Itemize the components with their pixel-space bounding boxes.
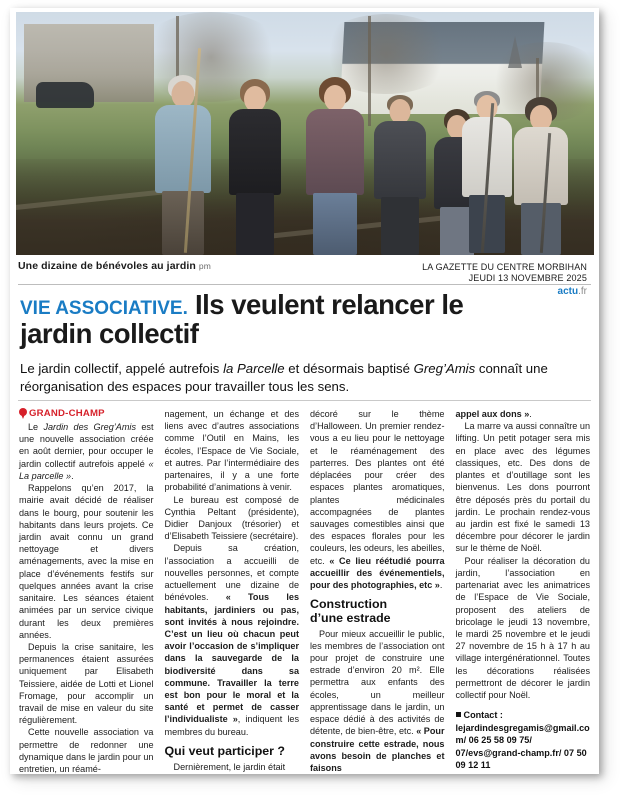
photo-scene	[16, 12, 594, 255]
para-quote: appel aux dons »	[455, 409, 530, 419]
para-text: .	[71, 470, 74, 481]
para-text: .	[529, 409, 532, 419]
article-column-3	[310, 408, 445, 773]
para-italic: « La parcelle »	[19, 458, 154, 481]
location-label: GRAND-CHAMP	[29, 408, 105, 419]
article-column-2	[164, 408, 300, 772]
publication-date: JEUDI 13 NOVEMBRE 2025	[468, 273, 587, 284]
photo-person-head	[324, 85, 346, 111]
para-italic: Jardin des Greg’Amis	[43, 422, 136, 432]
para-text: Depuis sa création, l’association a accueilli de nouvelles personnes, et compte actuellement une dizaine de bénévoles.	[164, 543, 299, 603]
actu-brand: actu	[557, 285, 579, 297]
header-divider	[18, 284, 591, 285]
article-column-1	[19, 408, 154, 775]
para-text: est une nouvelle association créée en août dernier, pour occuper le jardin collectif autrefois appelé	[19, 422, 154, 469]
headline-kicker: VIE ASSOCIATIVE.	[20, 298, 188, 319]
standfirst-part2: et désormais baptisé	[284, 361, 414, 376]
para-text: Pour mieux accueillir le public, les membres de l’association ont pour projet de construire une estrade d’environ 20 m². Elle permettra aux enfants des écoles, un meilleur apprentissage dans le jardin, un espace dédié à des activités de détente, de bien-être, etc.	[310, 628, 445, 737]
paragraph: Dernièrement, le jardin était	[173, 761, 286, 772]
photo-person-head	[172, 81, 195, 108]
location-dateline	[19, 408, 154, 419]
para-text: Le	[28, 422, 44, 432]
article-column-4	[455, 408, 591, 771]
para-quote: « Tous les habitants, jardiniers ou pas, sont invités à nous rejoindre. C’est un lieu où chacun peut avoir l’occasion de s’impliquer dans la sauvegarde de la biodiversité dans sa commune. Travailler la terre est bon pour le moral et la santé et permet de casser l’individualiste »	[164, 592, 299, 725]
paragraph: Rappelons qu’en 2017, la mairie avait décidé de réaliser dans le bourg, pour soutenir les habitants dans leurs projets. Ce jardin avait connu un grand nettoyage et divers aménagements, avec la mise en place d’événements festifs sur quelques années avant la crise sanitaire. Les séances étaient animées par un service civique durant les deux premières années.	[19, 483, 154, 640]
paragraph: Depuis la crise sanitaire, les permanences étaient assurées uniquement par Elisabeth Teissiere, aidée de Lotti et Lionel Fromage, pour accomplir un travail de mise en valeur du site régulièrement.	[19, 641, 154, 726]
paragraph	[165, 542, 300, 738]
standfirst-part1: Le jardin collectif, appelé autrefois	[20, 361, 224, 376]
subheading-line1: Construction	[310, 597, 388, 612]
section-subheading: Qui veut participer ?	[164, 743, 285, 758]
actu-tld: .fr	[578, 285, 587, 297]
paragraph: Pour réaliser la décoration du jardin, l’association en partenariat avec les animatrices de l’Espace de Vie Sociale, proposent des ateliers de bricolage le jeudi 13 novembre, le mardi 25 novembre et le jeudi 27 novembre de 15 h à 17 h au village intergénérationnel. Toutes les décorations réalisées permettront de décorer le jardin collectif pour Noël.	[455, 555, 590, 701]
photo-caption	[18, 260, 211, 272]
paragraph: Le bureau est composé de Cynthia Peltant (présidente), Didier Danjoux (trésorier) et d’Elisabeth Teissiere (secrétaire).	[164, 494, 299, 542]
headline-line1: Ils veulent relancer	[195, 289, 435, 320]
paragraph	[19, 421, 154, 482]
photo-person-legs	[162, 191, 204, 255]
article-standfirst	[20, 360, 580, 395]
article-body	[19, 408, 590, 775]
headline-line2: le jardin collectif	[20, 289, 464, 350]
standfirst-part3: connaît une réorganisation des espaces pour travailler tous les sens.	[20, 361, 548, 394]
section-subheading	[310, 598, 445, 625]
standfirst-italic1: la Parcelle	[223, 361, 285, 376]
paragraph: La marre va aussi connaître un lifting. Un petit potager sera mis en place avec des légumes classiques, etc. Des dons de plantes et d’outillage sont les bienvenus. Les dons pourront être déposés près du portail du jardin. Le prochain rendez-vous au jardin est fixé le samedi 13 décembre pour décorer le jardin sur le thème de Noël.	[455, 421, 590, 554]
paragraph	[310, 408, 445, 591]
paragraph	[310, 628, 445, 775]
photo-credit: pm	[198, 261, 211, 271]
subheading-line2: d’une estrade	[310, 610, 391, 625]
para-text: , indiquent les membres du bureau.	[164, 714, 299, 737]
photo-person	[146, 75, 220, 255]
photo-person-legs	[236, 193, 274, 255]
page-title	[20, 290, 520, 349]
standfirst-divider	[18, 400, 591, 401]
newspaper-page	[10, 8, 599, 774]
photo-person	[222, 79, 288, 255]
paragraph	[456, 408, 591, 420]
photo-caption-text: Une dizaine de bénévoles au jardin	[18, 260, 196, 272]
map-pin-icon	[19, 408, 27, 419]
para-quote: « Pour construire cette estrade, nous avons besoin de planches et faisons	[310, 726, 445, 773]
para-text: .	[439, 580, 443, 591]
photo-person-torso	[514, 127, 568, 205]
contact-block	[456, 709, 591, 771]
article-photo	[16, 12, 594, 255]
contact-text: Contact : lejardindesgregamis@gmail.com/ 06 25 58 09 75/ 07/evs@grand-champ.fr/ 07 50 09 12 11	[455, 710, 590, 771]
photo-car	[36, 82, 94, 108]
photo-person	[346, 105, 406, 255]
square-bullet-icon	[456, 712, 461, 717]
photo-person-torso	[229, 109, 281, 195]
paragraph: nagement, un échange et des liens avec d’autres associations comme l’Outil en Mains, les écoles, l’Espace de Vie Sociale, et autres. Par l’intermédiaire des partenaires, il y a une forte probabilité d’animations à venir.	[164, 409, 299, 493]
paragraph: Cette nouvelle association va permettre de redonner une dynamique dans le jardin pour un entretien, un réamé-	[19, 727, 154, 775]
para-quote: « Ce lieu réétudié pourra accueillir des événementiels, pour des photographies, etc »	[310, 555, 445, 591]
para-text: décoré sur le thème d’Halloween. Un premier rendez-vous a eu lieu pour le nettoyage et le réaménagement des parterres. Des plantes ont été déplacées pour créer des espaces plantes aromatiques, plantes médicinales accompagnées de plantes sauvages comestibles ainsi que des espaces florales pour les couleurs, les odeurs, les abeilles, etc.	[310, 409, 445, 566]
publication-name: LA GAZETTE DU CENTRE MORBIHAN	[422, 262, 587, 272]
standfirst-italic2: Greg’Amis	[413, 361, 476, 376]
photo-person-torso	[155, 105, 211, 193]
